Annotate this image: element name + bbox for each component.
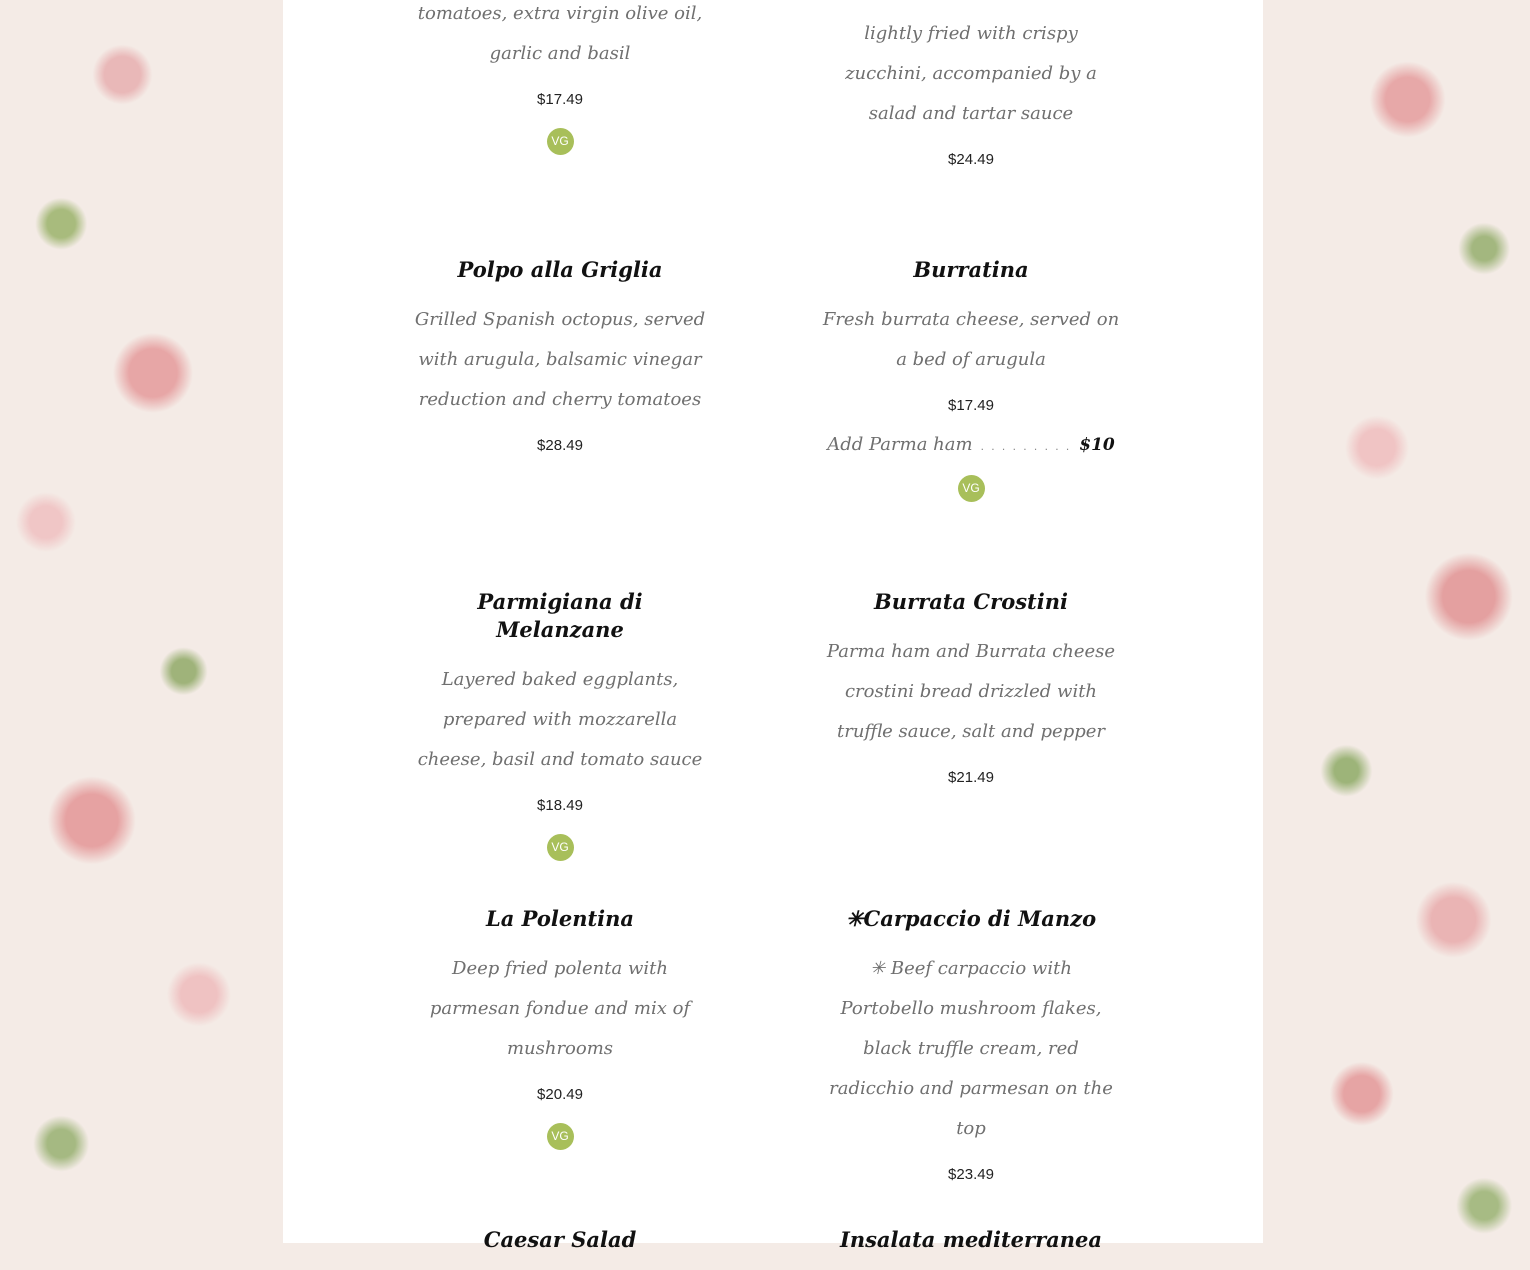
item-name: Parmigiana di Melanzane	[477, 589, 643, 642]
item-name: Burrata Crostini	[874, 589, 1068, 614]
item-name: La Polentina	[485, 906, 635, 931]
addon-label: Add Parma ham	[827, 434, 973, 455]
menu-item	[821, 14, 1121, 188]
addon-price: $10	[1079, 435, 1115, 455]
item-addon	[821, 434, 1121, 455]
item-price: $17.49	[948, 397, 994, 414]
item-description: Fresh burrata cheese, served on a bed of arugula	[822, 309, 1120, 370]
item-description: Parma ham and Burrata cheese crostini bread drizzled with truffle sauce, salt and pepper	[826, 641, 1116, 742]
item-description: tomatoes, extra virgin olive oil, garlic and basil	[417, 3, 703, 64]
menu-item	[410, 0, 710, 155]
item-name: ✳Carpaccio di Manzo	[845, 906, 1097, 931]
item-price: $28.49	[537, 437, 583, 454]
menu-item	[410, 905, 710, 1150]
item-description: lightly fried with crispy zucchini, accompanied by a salad and tartar sauce	[845, 23, 1097, 124]
menu-item	[821, 1226, 1121, 1270]
menu-item	[821, 588, 1121, 806]
item-description: Layered baked eggplants, prepared with mozzarella cheese, basil and tomato sauce	[417, 669, 703, 770]
item-name: Insalata mediterranea	[840, 1227, 1102, 1252]
item-price: $20.49	[537, 1086, 583, 1103]
item-price: $17.49	[537, 91, 583, 108]
vegetarian-badge-icon: VG	[547, 1123, 574, 1150]
item-description: Grilled Spanish octopus, served with arugula, balsamic vinegar reduction and cherry tomatoes	[414, 309, 706, 410]
menu-item	[410, 588, 710, 861]
item-name: Burratina	[913, 257, 1029, 282]
item-price: $24.49	[948, 151, 994, 168]
vegetarian-badge-icon: VG	[547, 834, 574, 861]
menu-item	[821, 256, 1121, 502]
menu-item	[410, 256, 710, 474]
item-description: ✳ Beef carpaccio with Portobello mushroom flakes, black truffle cream, red radicchio and parmesan on the top	[829, 958, 1113, 1139]
item-name: Polpo alla Griglia	[457, 257, 663, 282]
addon-leader-dots: . . . . . . . . .	[980, 439, 1072, 453]
vegetarian-badge-icon: VG	[547, 128, 574, 155]
vegetarian-badge-icon: VG	[958, 475, 985, 502]
item-price: $23.49	[948, 1166, 994, 1183]
menu-item	[410, 1226, 710, 1270]
item-name: Caesar Salad	[483, 1227, 637, 1252]
item-price: $21.49	[948, 769, 994, 786]
item-price: $18.49	[537, 797, 583, 814]
item-description: Deep fried polenta with parmesan fondue and mix of mushrooms	[429, 958, 691, 1059]
menu-item	[821, 905, 1121, 1203]
